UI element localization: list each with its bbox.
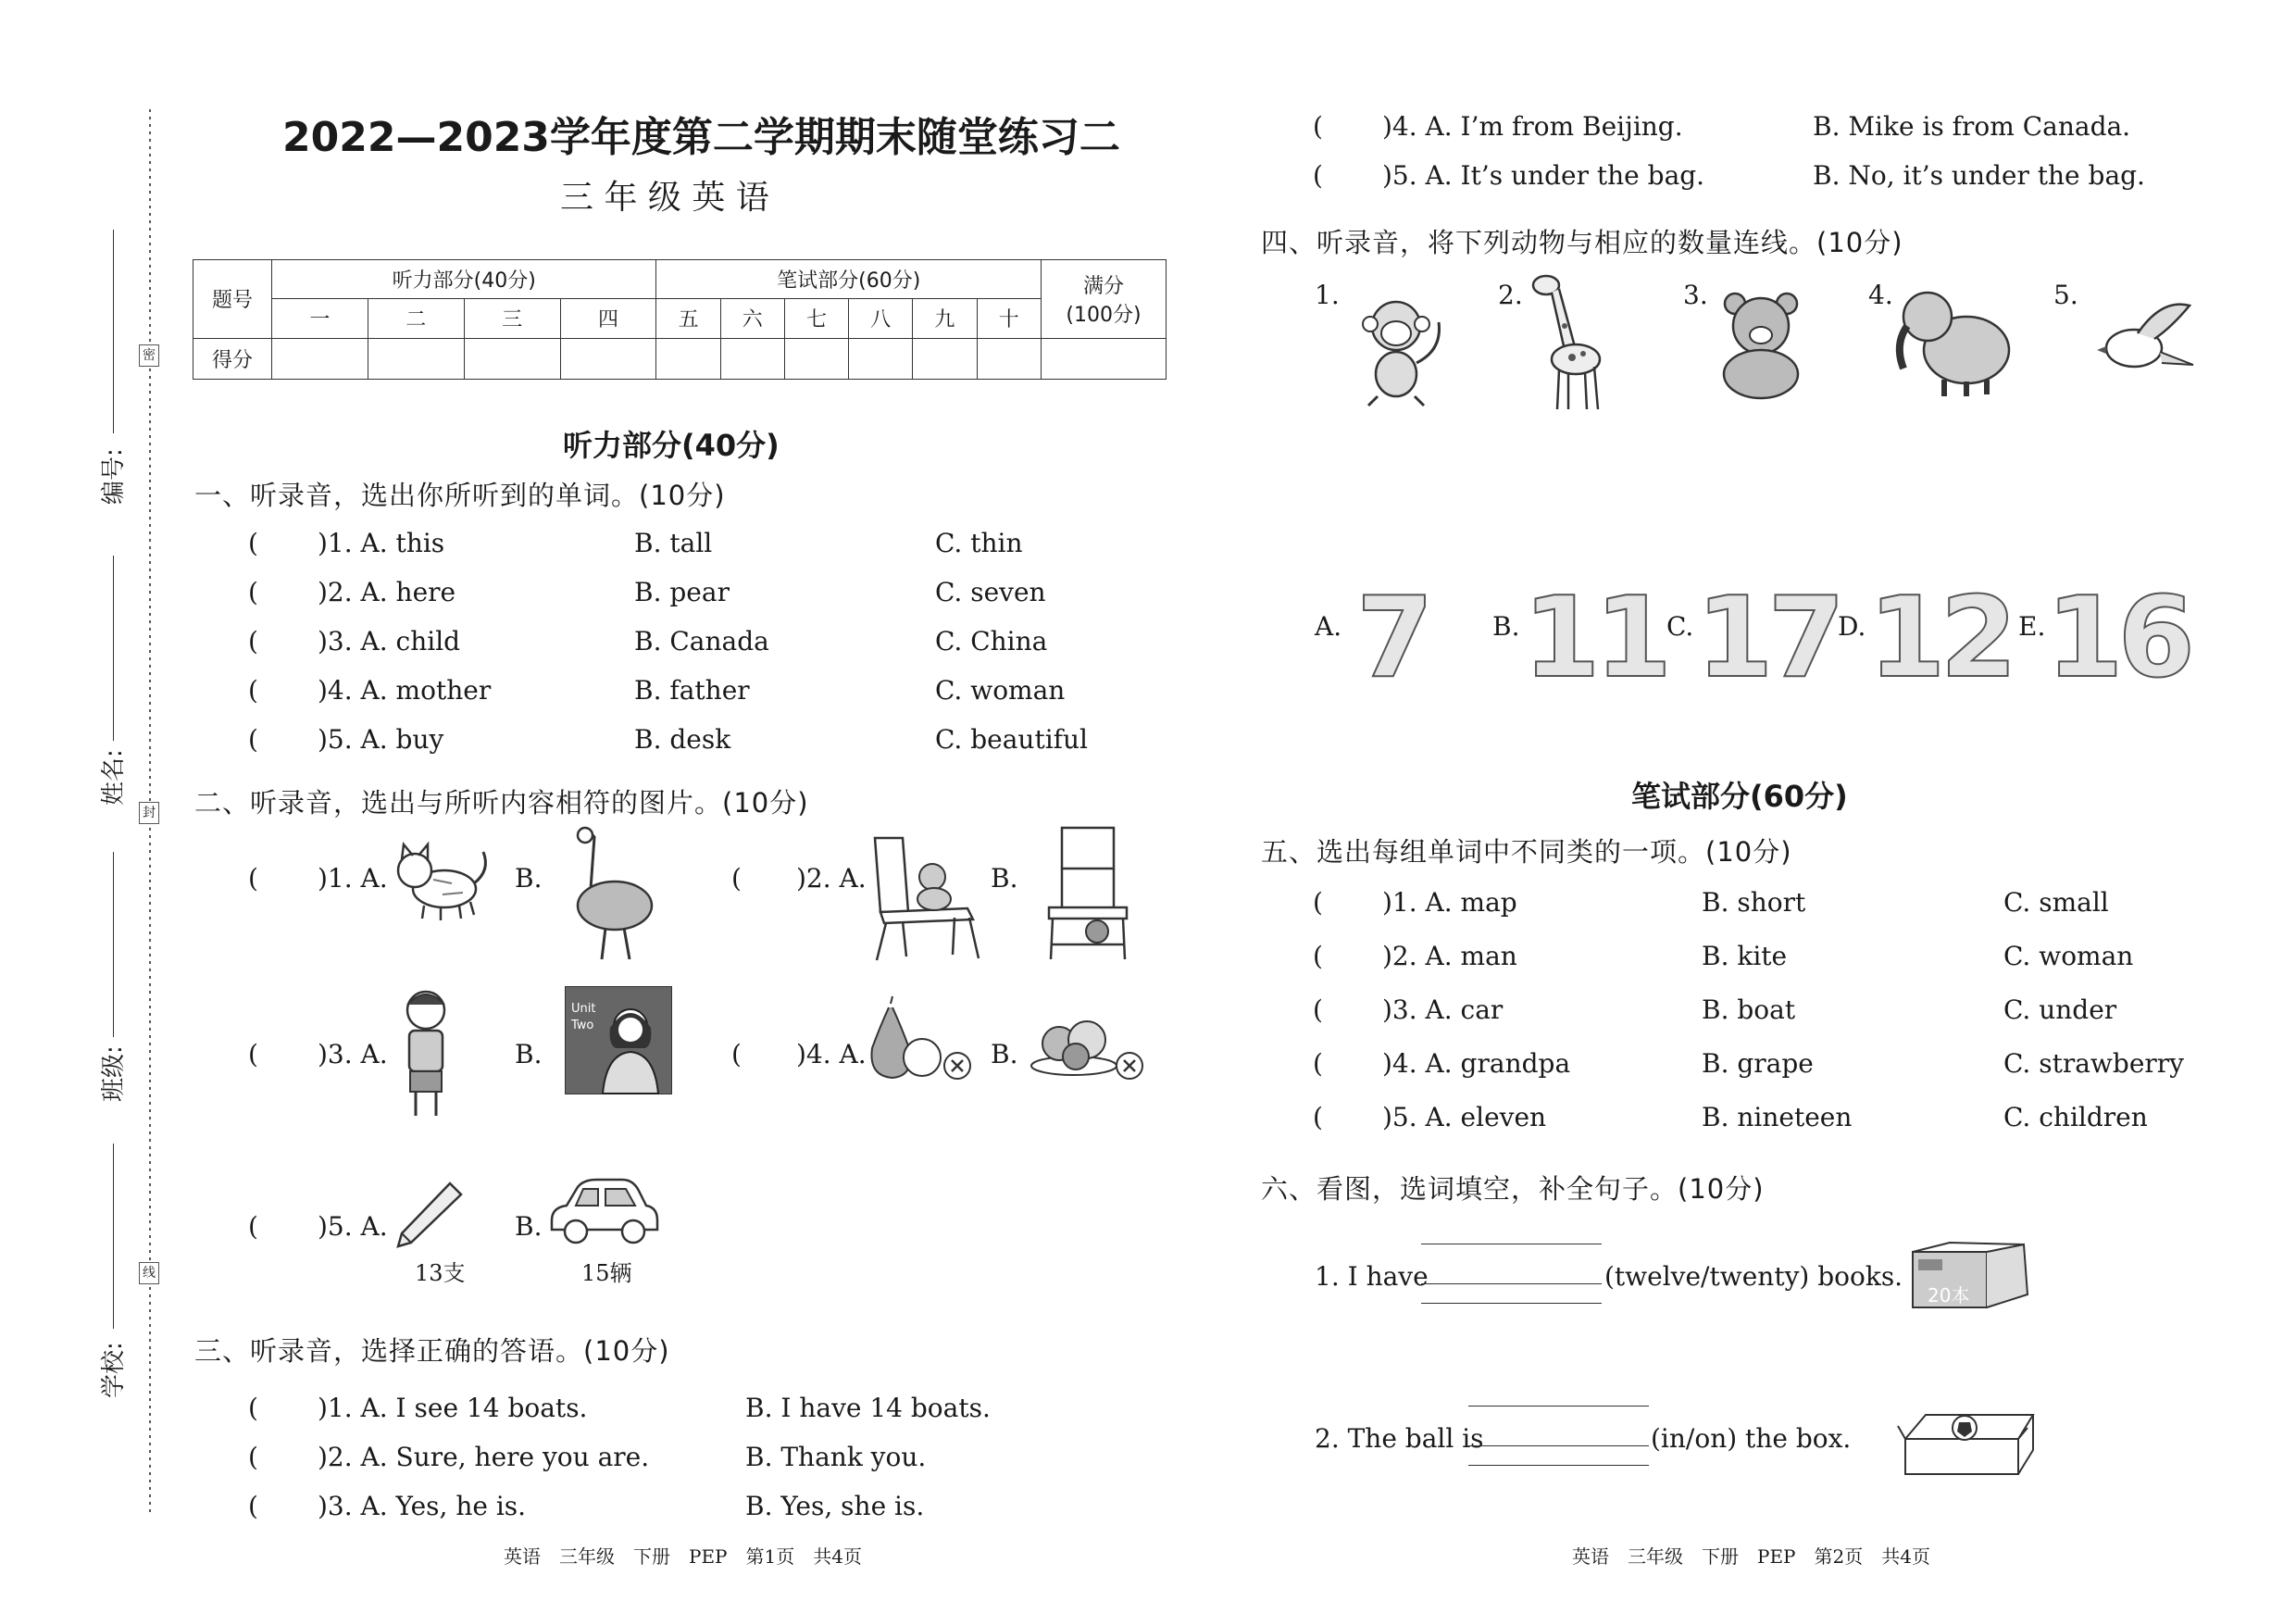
s2-q1-b-label: B. — [515, 863, 543, 894]
s1-q1-c: C. thin — [935, 528, 1023, 558]
answer-paren[interactable]: ( — [248, 1491, 258, 1521]
s5-q1-c: C. small — [2003, 887, 2109, 918]
s3-q5-a: )5. A. It’s under the bag. — [1382, 160, 1705, 191]
full-score: (100分) — [1066, 303, 1142, 327]
s3-q1-a: )1. A. I see 14 boats. — [318, 1393, 588, 1423]
s5-q2-b: B. kite — [1702, 941, 1788, 971]
s2-q5-b-label: B. — [515, 1211, 543, 1242]
s6-q2-guide-bottom — [1468, 1465, 1649, 1466]
answer-paren[interactable]: ( — [248, 577, 258, 607]
answer-paren[interactable]: ( — [1313, 994, 1323, 1025]
s5-q4-a: )4. A. grandpa — [1382, 1048, 1571, 1079]
s5-q4-b: B. grape — [1702, 1048, 1814, 1079]
answer-paren[interactable]: ( — [248, 626, 258, 656]
listening-header: 听力部分(40分) — [272, 260, 656, 299]
listening-heading: 听力部分(40分) — [563, 428, 780, 463]
score-cell-2[interactable] — [368, 338, 464, 379]
class-line[interactable] — [113, 852, 114, 1037]
s5-q5-b: B. nineteen — [1702, 1102, 1853, 1132]
section-5-heading: 五、选出每组单词中不同类的一项。(10分) — [1261, 836, 1792, 868]
col-1: 一 — [272, 299, 368, 338]
s3-q4-b: B. Mike is from Canada. — [1813, 111, 2131, 142]
id-line[interactable] — [113, 230, 114, 433]
id-label: 编号: — [100, 448, 128, 505]
score-cell-5[interactable] — [656, 338, 720, 379]
s1-q1-a: )1. A. this — [318, 528, 445, 558]
number-option-b: 11 — [1523, 574, 1666, 703]
page-title: 2022—2023学年度第二学期期末随堂练习二 — [282, 114, 1120, 161]
score-cell-total[interactable] — [1042, 338, 1167, 379]
s3-q2-a: )2. A. Sure, here you are. — [318, 1442, 650, 1472]
s2-q2-b-label: B. — [991, 863, 1018, 894]
col-2: 二 — [368, 299, 464, 338]
s5-q2-c: C. woman — [2003, 941, 2134, 971]
teacher-figure — [593, 1004, 671, 1094]
section-1-heading: 一、听录音，选出你所听到的单词。(10分) — [194, 480, 726, 511]
class-label: 班级: — [100, 1045, 128, 1102]
score-cell-3[interactable] — [464, 338, 560, 379]
x-mark-icon — [1115, 1051, 1144, 1081]
answer-paren[interactable]: ( — [248, 863, 258, 894]
s6-q1-post: (twelve/twenty) books. — [1604, 1261, 1903, 1292]
answer-paren[interactable]: ( — [1313, 1102, 1323, 1132]
s1-q3-c: C. China — [935, 626, 1048, 656]
number-letter-a: A. — [1315, 611, 1342, 642]
ostrich-image — [561, 824, 663, 963]
school-label: 学校: — [100, 1342, 128, 1398]
section-6-heading: 六、看图，选词填空，补全句子。(10分) — [1261, 1173, 1765, 1205]
answer-paren[interactable]: ( — [1313, 1048, 1323, 1079]
number-letter-c: C. — [1666, 611, 1694, 642]
number-option-e: 16 — [2046, 574, 2190, 703]
animal-num-1: 1. — [1315, 280, 1340, 310]
answer-paren[interactable]: ( — [248, 1393, 258, 1423]
column-row — [193, 299, 1167, 338]
col-10: 十 — [977, 299, 1042, 338]
col-9: 九 — [913, 299, 977, 338]
answer-paren[interactable]: ( — [1313, 887, 1323, 918]
s5-q5-c: C. children — [2003, 1102, 2148, 1132]
answer-paren[interactable]: ( — [248, 1211, 258, 1242]
col-8: 八 — [849, 299, 913, 338]
s6-q2-pre: 2. The ball is — [1315, 1423, 1484, 1454]
pear-apple-image — [861, 1000, 944, 1083]
score-label: 得分 — [193, 338, 272, 379]
s1-q5-a: )5. A. buy — [318, 724, 444, 755]
s1-q4-b: B. father — [634, 675, 750, 706]
answer-paren[interactable]: ( — [248, 724, 258, 755]
score-cell-4[interactable] — [560, 338, 656, 379]
number-option-a: 7 — [1356, 574, 1429, 703]
x-mark-icon — [942, 1051, 972, 1081]
answer-paren[interactable]: ( — [248, 1039, 258, 1069]
s5-q5-a: )5. A. eleven — [1382, 1102, 1547, 1132]
number-letter-e: E. — [2018, 611, 2046, 642]
score-cell-10[interactable] — [977, 338, 1042, 379]
s5-q1-b: B. short — [1702, 887, 1806, 918]
score-cell-7[interactable] — [784, 338, 848, 379]
s3-q3-b: B. Yes, she is. — [745, 1491, 925, 1521]
s3-q1-b: B. I have 14 boats. — [745, 1393, 991, 1423]
s6-q1-answer-line[interactable] — [1421, 1283, 1602, 1284]
apples-plate-image — [1028, 1005, 1120, 1079]
monkey-image — [1350, 294, 1452, 410]
ball-in-box-image — [1898, 1407, 2037, 1477]
book-box-image — [1907, 1241, 2032, 1319]
full-label: 满分 — [1082, 274, 1124, 298]
s1-q3-a: )3. A. child — [318, 626, 461, 656]
s5-q1-a: )1. A. map — [1382, 887, 1517, 918]
s3-q5-b: B. No, it’s under the bag. — [1813, 160, 2145, 191]
s1-q4-c: C. woman — [935, 675, 1066, 706]
s2-q3-label: )3. A. — [318, 1039, 388, 1069]
s5-q3-b: B. boat — [1702, 994, 1796, 1025]
number-option-c: 17 — [1696, 574, 1840, 703]
s3-q4-a: )4. A. I’m from Beijing. — [1382, 111, 1683, 142]
s2-q4-label: )4. A. — [796, 1039, 867, 1069]
car-caption: 15辆 — [581, 1260, 632, 1286]
seal-xian: 线 — [139, 1262, 159, 1284]
s6-q2-answer-line[interactable] — [1468, 1445, 1649, 1446]
s2-q1-label: )1. A. — [318, 863, 388, 894]
s1-q5-c: C. beautiful — [935, 724, 1089, 755]
pencil-image — [391, 1178, 465, 1252]
writing-heading: 笔试部分(60分) — [1631, 779, 1848, 814]
s3-q3-a: )3. A. Yes, he is. — [318, 1491, 527, 1521]
board-text-two: Two — [571, 1019, 594, 1032]
col-6: 六 — [720, 299, 784, 338]
chair-with-cat-image — [866, 829, 981, 963]
bird-image — [2097, 296, 2199, 384]
s1-q2-a: )2. A. here — [318, 577, 456, 607]
animal-num-3: 3. — [1683, 280, 1708, 310]
score-cell-9[interactable] — [913, 338, 977, 379]
s2-q5-label: )5. A. — [318, 1211, 388, 1242]
score-table — [193, 259, 1167, 380]
answer-paren[interactable]: ( — [1313, 160, 1323, 191]
answer-paren[interactable]: ( — [248, 675, 258, 706]
s5-q2-a: )2. A. man — [1382, 941, 1517, 971]
seal-feng: 封 — [139, 802, 159, 824]
seal-mi: 密 — [139, 344, 159, 367]
s1-q5-b: B. desk — [634, 724, 731, 755]
boy-image — [393, 986, 458, 1125]
number-option-d: 12 — [1868, 574, 2012, 703]
cat-image — [387, 833, 498, 926]
s1-q1-b: B. tall — [634, 528, 713, 558]
name-label: 姓名: — [100, 749, 128, 806]
s6-q1-guide-bottom — [1421, 1303, 1602, 1304]
animal-num-5: 5. — [2053, 280, 2078, 310]
full-score-cell — [1042, 260, 1167, 339]
page-subtitle: 三 年 级 英 语 — [560, 179, 769, 217]
s6-q2-guide-top — [1468, 1406, 1649, 1407]
s5-q4-c: C. strawberry — [2003, 1048, 2184, 1079]
s3-q2-b: B. Thank you. — [745, 1442, 927, 1472]
giraffe-image — [1518, 270, 1606, 414]
s6-q2-post: (in/on) the box. — [1651, 1423, 1852, 1454]
col-4: 四 — [560, 299, 656, 338]
s2-q2-label: )2. A. — [796, 863, 867, 894]
col-3: 三 — [464, 299, 560, 338]
pencil-caption: 13支 — [415, 1260, 466, 1286]
section-3-heading: 三、听录音，选择正确的答语。(10分) — [194, 1335, 670, 1367]
footer-left: 英语 三年级 下册 PEP 第1页 共4页 — [504, 1545, 862, 1568]
animal-num-4: 4. — [1868, 280, 1893, 310]
answer-paren[interactable]: ( — [248, 1442, 258, 1472]
s1-q4-a: )4. A. mother — [318, 675, 492, 706]
s1-q2-c: C. seven — [935, 577, 1046, 607]
s2-q4-b-label: B. — [991, 1039, 1018, 1069]
col-7: 七 — [784, 299, 848, 338]
answer-paren[interactable]: ( — [248, 528, 258, 558]
car-image — [546, 1174, 662, 1248]
animal-num-2: 2. — [1498, 280, 1523, 310]
book-box-label: 20本 — [1928, 1284, 1970, 1307]
writing-header: 笔试部分(60分) — [656, 260, 1042, 299]
elephant-image — [1889, 280, 2018, 400]
bear-image — [1713, 285, 1810, 401]
s5-q3-c: C. under — [2003, 994, 2117, 1025]
answer-paren[interactable]: ( — [731, 863, 742, 894]
s5-q3-a: )3. A. car — [1382, 994, 1504, 1025]
score-cell-6[interactable] — [720, 338, 784, 379]
s1-q2-b: B. pear — [634, 577, 730, 607]
number-letter-b: B. — [1492, 611, 1520, 642]
col-5: 五 — [656, 299, 720, 338]
answer-paren[interactable]: ( — [1313, 111, 1323, 142]
section-2-heading: 二、听录音，选出与所听内容相符的图片。(10分) — [194, 787, 809, 819]
s6-q1-pre: 1. I have — [1315, 1261, 1429, 1292]
row-label: 题号 — [193, 260, 272, 339]
score-cell-8[interactable] — [849, 338, 913, 379]
board-text-unit: Unit — [571, 1002, 596, 1016]
teacher-board-image — [565, 986, 672, 1094]
score-cell-1[interactable] — [272, 338, 368, 379]
answer-paren[interactable]: ( — [1313, 941, 1323, 971]
name-line[interactable] — [113, 556, 114, 741]
s1-q3-b: B. Canada — [634, 626, 769, 656]
school-line[interactable] — [113, 1144, 114, 1329]
section-4-heading: 四、听录音，将下列动物与相应的数量连线。(10分) — [1261, 227, 1903, 258]
answer-paren[interactable]: ( — [731, 1039, 742, 1069]
chair-with-ball-image — [1042, 824, 1134, 963]
s2-q3-b-label: B. — [515, 1039, 543, 1069]
number-letter-d: D. — [1838, 611, 1866, 642]
footer-right: 英语 三年级 下册 PEP 第2页 共4页 — [1572, 1545, 1930, 1568]
